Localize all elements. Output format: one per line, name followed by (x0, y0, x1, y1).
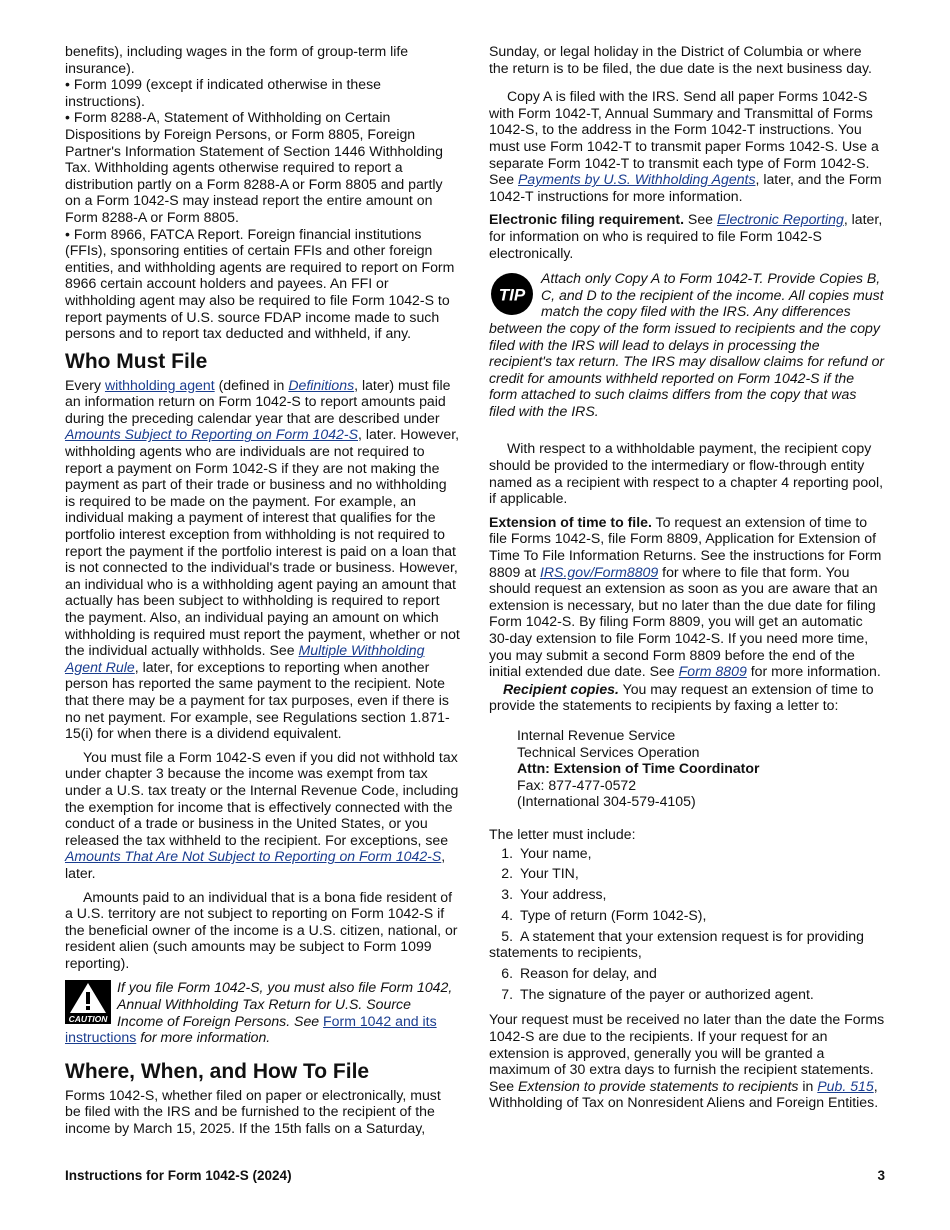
address-line: Attn: Extension of Time Coordinator (517, 760, 760, 777)
right-column (489, 43, 885, 1111)
tip-icon (489, 271, 535, 317)
list-item: 7. The signature of the payer or authorized agent. (501, 985, 814, 1002)
copy-a-paragraph: Copy A is filed with the IRS. Send all paper Forms 1042-S with Form 1042-T, Annual Summary and Transmittal of Forms 1042-S, to the address in the Form 1042-T instructions. You must use Form 1042-T to transmit paper Forms 1042-S. Use a separate Form 1042-T to transmit each type of Form 1042-S. See Payments by U.S. Withholding Agents, later, and the Form 1042-T instructions for more information. (489, 88, 882, 204)
who-must-file-paragraph-3: Amounts paid to an individual that is a bona fide resident of a U.S. territory are not subject to reporting on Form 1042-S if the beneficial owner of the income is a U.S. citizen, national, or resident alien (such amounts may be subject to Form 1099 reporting). (65, 888, 458, 971)
tip-icon-label: TIP (498, 285, 526, 305)
withholdable-payment-paragraph: With respect to a withholdable payment, the recipient copy should be provided to the intermediary or flow-through entity named as a recipient with respect to a chapter 4 reporting pool, if applicable. (489, 440, 884, 507)
who-must-file-heading: Who Must File (65, 349, 208, 373)
who-must-file-paragraph-2: You must file a Form 1042-S even if you did not withhold tax under chapter 3 because the income was exempt from tax under a U.S. tax treaty or the Internal Revenue Code, including the exemption for income that is effectively connected with the conduct of a trade or business in the United States, or you released the tax withheld to the recipient. For exceptions, see Amounts That Are Not Subject to Reporting on Form 1042-S, later. (65, 748, 459, 881)
extension-paragraph: Extension of time to file. To request an extension of time to file Forms 1042-S, file Form 8809, Application for Extension of Time To File Information Returns. See the instructions for Form 8809 at IRS.gov/Form8809 for where to file that form. You should request an extension as soon as you are aware that an extension is necessary, but no later than the due date for filing Form 1042-S. By filing Form 8809, you will get an automatic 30-day extension to file Form 1042-S. If you need more time, you may submit a second Form 8809 before the end of the initial extended due date. See Form 8809 for more information. (489, 513, 882, 680)
electronic-reporting-link[interactable]: Electronic Reporting (716, 211, 844, 228)
recipient-copies-lead: Recipient copies. (503, 680, 619, 697)
bullet-form-8288a: • Form 8288-A, Statement of Withholding on Certain Dispositions by Foreign Persons, or Form 8805, Foreign Partner's Information Statement of Section 1446 Withholding Tax. Withholding agents otherwise required to report a distribution partly on a Form 8288-A or Form 8805 and partly on a Form 1042-S may instead report the entire amount on Form 8288-A or Form 8805. (65, 109, 443, 225)
amounts-subject-link[interactable]: Amounts Subject to Reporting on Form 1042-S (65, 426, 358, 443)
definitions-link[interactable]: Definitions (288, 376, 355, 393)
address-line: Internal Revenue Service (517, 726, 676, 743)
bullet-symbol: • (65, 225, 70, 242)
where-when-how-heading: Where, When, and How To File (65, 1059, 370, 1083)
bullet-symbol: • (65, 76, 70, 93)
list-item: 2. Your TIN, (501, 865, 579, 882)
irs-form8809-link[interactable]: IRS.gov/Form8809 (539, 563, 659, 580)
due-date-paragraph: Sunday, or legal holiday in the District of Columbia or where the return is to be filed, the due date is the next business day. (489, 43, 872, 76)
payments-by-us-withholding-agents-link[interactable]: Payments by U.S. Withholding Agents (518, 171, 756, 188)
electronic-filing-lead: Electronic filing requirement. (489, 211, 685, 228)
international-number: (International 304-579-4105) (517, 793, 696, 810)
caution-note: CAUTION If you file Form 1042-S, you must also file Form 1042, Annual Withholding Tax Return for U.S. Source Income of Foreign Persons. See Form 1042 and its instructions for more information. (65, 979, 453, 1046)
footer-title: Instructions for Form 1042-S (2024) (65, 1168, 292, 1183)
address-line: Technical Services Operation (517, 743, 700, 760)
page-number: 3 (877, 1168, 885, 1183)
who-must-file-paragraph-1: Every withholding agent (defined in Definitions, later) must file an information return on Form 1042-S to report amounts paid during the preceding calendar year that are described under Amounts Subject to Reporting on Form 1042-S, later. However, withholding agents who are individuals are not required to report a payment on Form 1042-S if they are not making the payment as part of their trade or business and no withholding is required to be made on the payment. For example, an individual making a payment of interest that qualifies for the portfolio interest exception from withholding is not required to report the payment if the portfolio interest is paid on a loan that is not connected to the individual's trade or business. However, an individual who is a withholding agent paying an amount that actually has been subject to withholding is required to report the payment. Also, an individual paying an amount on which withholding is required must report the payment, whether or not the individual actually withholds. See Multiple Withholding Agent Rule, later, for exceptions to reporting when another person has reported the same payment to the recipient. Note that there may be a payment for tax purposes, even if there is no net payment. For example, see Regulations section 1.871-15(i) for when there is a dividend equivalent. (65, 376, 460, 742)
bullet-form-8966: • Form 8966, FATCA Report. Foreign financial institutions (FFIs), sponsoring entities of certain FFIs and other foreign entities, and withholding agents are required to report on Form 8966 certain account holders and payees. An FFI or withholding agent may also be required to file Form 1042-S to report payments of U.S. source FDAP income made to such persons and to report tax deducted and withheld, if any. (65, 225, 455, 342)
multiple-withholding-agent-link[interactable]: Multiple Withholding Agent Rule (65, 642, 425, 675)
extension-lead: Extension of time to file. (489, 513, 652, 530)
recipient-copies-paragraph: Recipient copies. You may request an extension of time to provide the statements to recipients by faxing a letter to: (489, 680, 874, 714)
where-when-how-paragraph: Forms 1042-S, whether filed on paper or electronically, must be filed with the IRS and be furnished to the recipient of the income by March 15, 2025. If the 15th falls on a Saturday, (65, 1086, 441, 1137)
list-item: 4. Type of return (Form 1042-S), (501, 906, 707, 923)
list-item: 1. Your name, (501, 844, 592, 861)
caution-icon-label: CAUTION (68, 1014, 108, 1025)
fax-number: Fax: 877-477-0572 (517, 776, 637, 793)
list-item: 5. A statement that your extension request is for providing statements to recipients, (489, 927, 864, 961)
intro-continuation: benefits), including wages in the form of group-term life insurance). (65, 43, 409, 76)
amounts-not-subject-link[interactable]: Amounts That Are Not Subject to Reporting on Form 1042-S (65, 848, 442, 865)
tip-note: TIP Attach only Copy A to Form 1042-T. Provide Copies B, C, and D to the recipient of the income. All copies must match the copy filed with the IRS. Any differences between the copy of the form issued to recipients and the copy filed with the IRS will lead to delays in processing the recipient's tax return. The IRS may disallow claims for refund or credit for amounts withheld reported on Form 1042-S if the form attached to such claims differs from the copy that was filed with the IRS. (489, 270, 885, 419)
mailing-address (517, 727, 885, 810)
caution-icon (65, 980, 111, 1024)
left-column (65, 43, 460, 1137)
pub-515-link[interactable]: Pub. 515 (817, 1077, 874, 1094)
list-item: 6. Reason for delay, and (501, 965, 657, 982)
bullet-form-1099: • Form 1099 (except if indicated otherwise in these instructions). (65, 76, 381, 109)
letter-requirements-list (489, 845, 885, 1003)
final-paragraph: Your request must be received no later than the date the Forms 1042-S are due to the recipients. If your request for an extension is approved, generally you will be granted a maximum of 30 extra days to furnish the recipient statements. See Extension to provide statements to recipients in Pub. 515, Withholding of Tax on Nonresident Aliens and Foreign Entities. (489, 1011, 885, 1111)
electronic-filing-paragraph: Electronic filing requirement. See Electronic Reporting, later, for information on who is required to file Form 1042-S electronically. (489, 211, 883, 261)
letter-intro: The letter must include: (489, 825, 636, 842)
form-1042-instructions-link[interactable]: Form 1042 and its instructions (65, 1012, 437, 1046)
form-8809-link[interactable]: Form 8809 (678, 663, 747, 680)
list-item: 3. Your address, (501, 886, 607, 903)
withholding-agent-link[interactable]: withholding agent (104, 376, 215, 393)
extension-statements-reference: Extension to provide statements to recipients (518, 1077, 799, 1094)
bullet-symbol: • (65, 109, 70, 126)
